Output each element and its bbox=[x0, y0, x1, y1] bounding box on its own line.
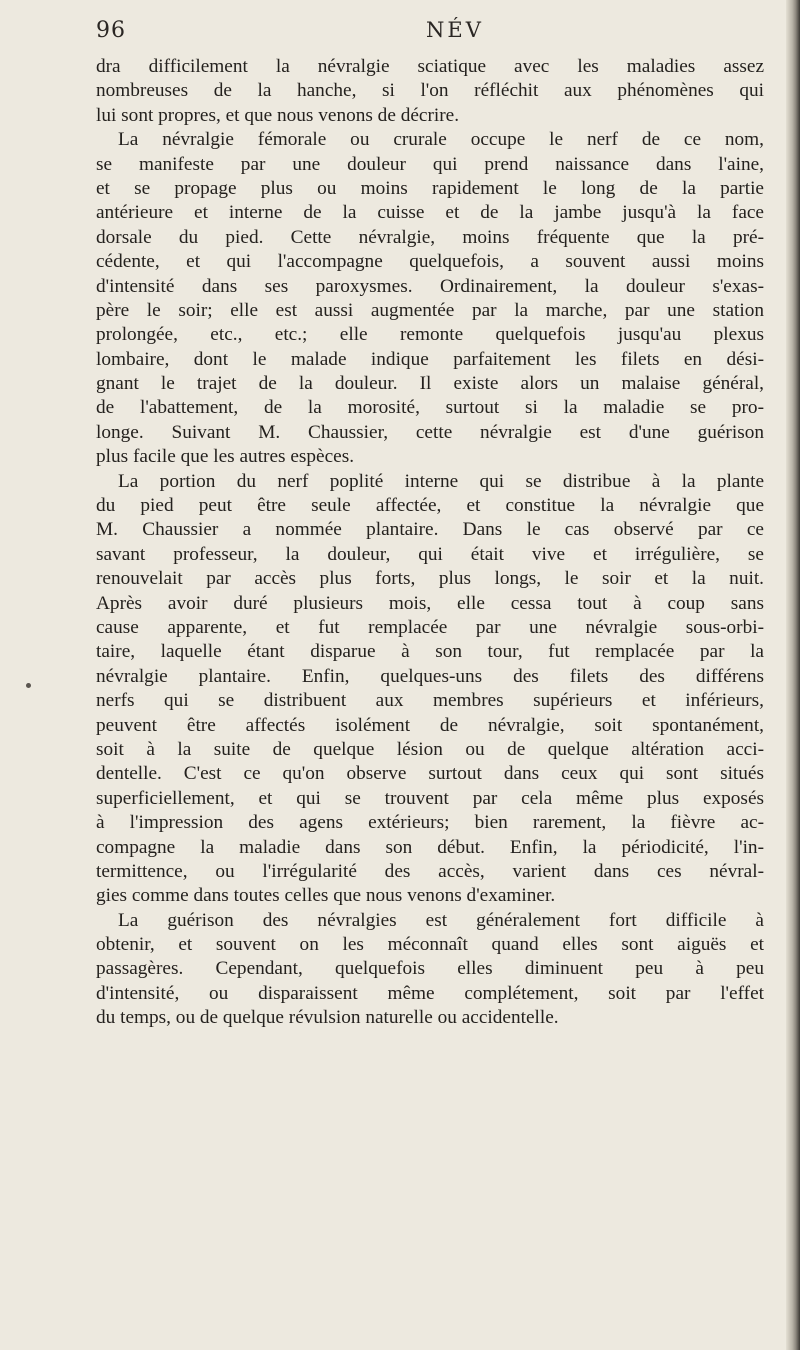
text-line: M. Chaussier a nommée plantaire. Dans le cas observé par ce bbox=[96, 519, 764, 541]
ink-speck bbox=[26, 683, 31, 688]
text-line: La guérison des névralgies est généralement fort difficile à bbox=[118, 909, 764, 931]
page-edge-shadow bbox=[786, 0, 800, 1350]
text-line: du temps, ou de quelque révulsion naturelle ou accidentelle. bbox=[96, 1007, 559, 1029]
text-line: et se propage plus ou moins rapidement le long de la partie bbox=[96, 177, 764, 199]
text-line: soit à la suite de quelque lésion ou de quelque altération acci- bbox=[96, 738, 764, 760]
text-line: superficiellement, et qui se trouvent par cela même plus exposés bbox=[96, 787, 764, 809]
text-line: cédente, et qui l'accompagne quelquefois, a souvent aussi moins bbox=[96, 251, 764, 273]
text-line: termittence, ou l'irrégularité des accès, varient dans ces névral- bbox=[96, 860, 764, 882]
running-head: NÉV bbox=[426, 18, 484, 42]
text-line: compagne la maladie dans son début. Enfin, la périodicité, l'in- bbox=[96, 836, 764, 858]
text-line: peuvent être affectés isolément de névralgie, soit spontanément, bbox=[96, 714, 764, 736]
page-header bbox=[96, 18, 736, 48]
text-line: névralgie plantaire. Enfin, quelques-uns des filets des différens bbox=[96, 665, 764, 687]
text-line: dorsale du pied. Cette névralgie, moins fréquente que la pré- bbox=[96, 226, 764, 248]
text-line: prolongée, etc., etc.; elle remonte quelquefois jusqu'au plexus bbox=[96, 324, 764, 346]
text-line: lombaire, dont le malade indique parfaitement les filets en dési- bbox=[96, 348, 764, 370]
body-text bbox=[96, 55, 764, 1031]
text-line: de l'abattement, de la morosité, surtout si la maladie se pro- bbox=[96, 397, 764, 419]
text-line: d'intensité dans ses paroxysmes. Ordinairement, la douleur s'exas- bbox=[96, 275, 764, 297]
text-line: à l'impression des agens extérieurs; bien rarement, la fièvre ac- bbox=[96, 812, 764, 834]
text-line: cause apparente, et fut remplacée par une névralgie sous-orbi- bbox=[96, 616, 764, 638]
text-line: père le soir; elle est aussi augmentée par la marche, par une station bbox=[96, 299, 764, 321]
text-line: taire, laquelle étant disparue à son tour, fut remplacée par la bbox=[96, 641, 764, 663]
text-line: obtenir, et souvent on les méconnaît quand elles sont aiguës et bbox=[96, 934, 764, 956]
text-line: nerfs qui se distribuent aux membres supérieurs et inférieurs, bbox=[96, 690, 764, 712]
text-line: longe. Suivant M. Chaussier, cette névralgie est d'une guérison bbox=[96, 421, 764, 443]
text-line: La névralgie fémorale ou crurale occupe le nerf de ce nom, bbox=[118, 129, 764, 151]
text-line: savant professeur, la douleur, qui était vive et irrégulière, se bbox=[96, 543, 764, 565]
text-line: d'intensité, ou disparaissent même complétement, soit par l'effet bbox=[96, 982, 764, 1004]
text-line: plus facile que les autres espèces. bbox=[96, 446, 355, 468]
text-line: renouvelait par accès plus forts, plus longs, le soir et la nuit. bbox=[96, 568, 764, 590]
text-line: passagères. Cependant, quelquefois elles diminuent peu à peu bbox=[96, 958, 764, 980]
text-line: La portion du nerf poplité interne qui se distribue à la plante bbox=[118, 470, 764, 492]
text-line: dra difficilement la névralgie sciatique avec les maladies assez bbox=[96, 56, 764, 77]
text-line: se manifeste par une douleur qui prend naissance dans l'aine, bbox=[96, 153, 764, 175]
text-line: gies comme dans toutes celles que nous venons d'examiner. bbox=[96, 885, 556, 907]
text-line: dentelle. C'est ce qu'on observe surtout dans ceux qui sont situés bbox=[96, 763, 764, 785]
text-line: nombreuses de la hanche, si l'on réfléchit aux phénomènes qui bbox=[96, 80, 764, 102]
text-line: lui sont propres, et que nous venons de décrire. bbox=[96, 104, 460, 126]
text-line: antérieure et interne de la cuisse et de la jambe jusqu'à la face bbox=[96, 202, 764, 224]
text-line: Après avoir duré plusieurs mois, elle cessa tout à coup sans bbox=[96, 592, 764, 614]
text-line: du pied peut être seule affectée, et constitue la névralgie que bbox=[96, 495, 764, 517]
page-number: 96 bbox=[96, 18, 126, 43]
text-line: gnant le trajet de la douleur. Il existe alors un malaise général, bbox=[96, 373, 764, 395]
